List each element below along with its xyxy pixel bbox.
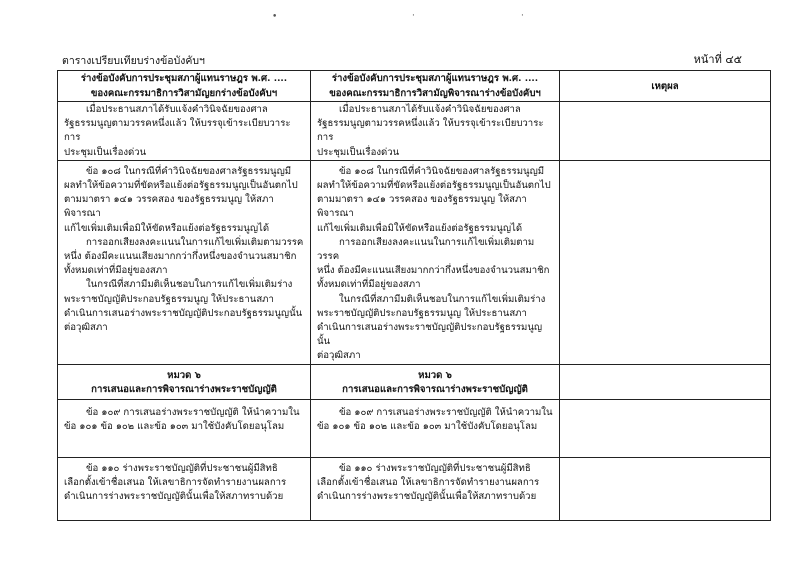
table-row: [58, 457, 771, 520]
text-line: ผลทำให้ข้อความที่ขัดหรือแย้งต่อรัฐธรรมนูญเป็นอันตกไป: [64, 180, 298, 192]
text-line: พระราชบัญญัติประกอบรัฐธรรมนูญ ให้ประธานสภา: [317, 307, 527, 319]
table-row: [58, 160, 771, 364]
text-line: ดำเนินการเสนอร่างพระราชบัญญัติประกอบรัฐธรรมนูญนั้น: [317, 322, 543, 348]
cell-reason: [560, 160, 771, 364]
cell-drafting: [58, 457, 311, 520]
cell-reason: [560, 364, 771, 399]
text-line: ต่อวุฒิสภา: [317, 350, 361, 362]
text-line: ข้อ ๑๐๙ การเสนอร่างพระราชบัญญัติ ให้นำความใน: [86, 406, 300, 418]
text-line: การออกเสียงลงคะแนนในการแก้ไขเพิ่มเติมตามวรรค: [317, 236, 535, 263]
text-line: แก้ไขเพิ่มเติมเพื่อมิให้ขัดหรือแย้งต่อรัฐธรรมนูญได้: [317, 222, 523, 234]
text-line: ทั้งหมดเท่าที่มีอยู่ของสภา: [317, 279, 421, 291]
text-line: ในกรณีที่สภามีมติเห็นชอบในการแก้ไขเพิ่มเติมร่าง: [339, 293, 546, 305]
text-line: ดำเนินการเสนอร่างพระราชบัญญัติประกอบรัฐธรรมนูญนั้น: [64, 307, 303, 319]
scan-speck: ·: [412, 11, 415, 21]
cell-review: [311, 160, 560, 364]
text-line: หนึ่ง ต้องมีคะแนนเสียงมากกว่ากึ่งหนึ่งของจำนวนสมาชิก: [64, 251, 297, 263]
column-header-review-committee: [311, 71, 560, 102]
text-line: รัฐธรรมนูญตามวรรคหนึ่งแล้ว ให้บรรจุเข้าระเบียบวาระการ: [317, 118, 544, 144]
table-row: [58, 399, 771, 457]
text-line: ประชุมเป็นเรื่องด่วน: [64, 146, 147, 158]
text-line: รัฐธรรมนูญตามวรรคหนึ่งแล้ว ให้บรรจุเข้าระเบียบวาระการ: [64, 118, 291, 144]
chapter-title: การเสนอและการพิจารณาร่างพระราชบัญญัติ: [91, 383, 277, 395]
text-line: เลือกตั้งเข้าชื่อเสนอ ให้เลขาธิการจัดทำรายงานผลการ: [317, 476, 540, 488]
text-line: หนึ่ง ต้องมีคะแนนเสียงมากกว่ากึ่งหนึ่งของจำนวนสมาชิก: [317, 265, 550, 277]
scan-speck: •: [272, 12, 278, 22]
comparison-table: [57, 70, 771, 521]
text-line: ข้อ ๑๐๘ ในกรณีที่คำวินิจฉัยของศาลรัฐธรรมนูญมี: [339, 165, 545, 177]
cell-reason: [560, 399, 771, 457]
page-number: หน้าที่ ๔๕: [693, 53, 742, 66]
text-line: ประชุมเป็นเรื่องด่วน: [317, 146, 400, 158]
cell-review: [311, 399, 560, 457]
cell-review: [311, 457, 560, 520]
text-line: ข้อ ๑๐๑ ข้อ ๑๐๒ และข้อ ๑๐๓ มาใช้บังคับโดยอนุโลม: [317, 420, 538, 432]
table-header-row: [58, 71, 771, 102]
text-line: ตามมาตรา ๑๔๑ วรรคสอง ของรัฐธรรมนูญ ให้สภาพิจารณา: [317, 194, 527, 220]
column-header-reason: [560, 71, 771, 102]
header-line: ของคณะกรรมาธิการวิสามัญยกร่างข้อบังคับฯ: [90, 88, 278, 99]
cell-drafting: [58, 364, 311, 399]
text-line: ในกรณีที่สภามีมติเห็นชอบในการแก้ไขเพิ่มเติมร่าง: [86, 279, 293, 291]
header-line: เหตุผล: [651, 80, 679, 92]
cell-reason: [560, 102, 771, 161]
header-line: ร่างข้อบังคับการประชุมสภาผู้แทนราษฎร พ.ศ. ....: [80, 73, 288, 84]
text-line: ข้อ ๑๑๐ ร่างพระราชบัญญัติที่ประชาชนผู้มีสิทธิ: [339, 462, 531, 474]
text-line: ผลทำให้ข้อความที่ขัดหรือแย้งต่อรัฐธรรมนูญเป็นอันตกไป: [317, 180, 551, 192]
text-line: ต่อวุฒิสภา: [64, 322, 108, 334]
text-line: ทั้งหมดเท่าที่มีอยู่ของสภา: [64, 265, 168, 277]
cell-drafting: [58, 399, 311, 457]
header-line: ร่างข้อบังคับการประชุมสภาผู้แทนราษฎร พ.ศ. ....: [331, 73, 539, 84]
text-line: ดำเนินการร่างพระราชบัญญัตินั้นเพื่อให้สภาทราบด้วย: [317, 491, 537, 503]
header-line: ของคณะกรรมาธิการวิสามัญพิจารณาร่างข้อบังคับฯ: [329, 88, 541, 99]
chapter-number: หมวด ๖: [418, 369, 452, 381]
text-line: ตามมาตรา ๑๔๑ วรรคสอง ของรัฐธรรมนูญ ให้สภาพิจารณา: [64, 194, 274, 220]
text-line: ข้อ ๑๑๐ ร่างพระราชบัญญัติที่ประชาชนผู้มีสิทธิ: [86, 462, 278, 474]
text-line: แก้ไขเพิ่มเติมเพื่อมิให้ขัดหรือแย้งต่อรัฐธรรมนูญได้: [64, 222, 270, 234]
scan-speck: ·: [521, 11, 524, 21]
text-line: ดำเนินการร่างพระราชบัญญัตินั้นเพื่อให้สภาทราบด้วย: [64, 491, 284, 503]
text-line: ข้อ ๑๐๘ ในกรณีที่คำวินิจฉัยของศาลรัฐธรรมนูญมี: [86, 165, 292, 177]
text-line: ข้อ ๑๐๙ การเสนอร่างพระราชบัญญัติ ให้นำความใน: [339, 406, 553, 418]
text-line: พระราชบัญญัติประกอบรัฐธรรมนูญ ให้ประธานสภา: [64, 293, 274, 305]
text-line: เมื่อประธานสภาได้รับแจ้งคำวินิจฉัยของศาล: [339, 104, 521, 115]
column-header-drafting-committee: [58, 71, 311, 102]
chapter-title: การเสนอและการพิจารณาร่างพระราชบัญญัติ: [342, 383, 528, 395]
text-line: เลือกตั้งเข้าชื่อเสนอ ให้เลขาธิการจัดทำรายงานผลการ: [64, 476, 287, 488]
cell-drafting: [58, 102, 311, 161]
cell-review: [311, 364, 560, 399]
chapter-number: หมวด ๖: [167, 369, 201, 381]
table-row: [58, 102, 771, 161]
cell-drafting: [58, 160, 311, 364]
document-title: ตารางเปรียบเทียบร่างข้อบังคับฯ: [62, 55, 205, 67]
text-line: เมื่อประธานสภาได้รับแจ้งคำวินิจฉัยของศาล: [86, 104, 268, 115]
cell-review: [311, 102, 560, 161]
table-row: [58, 364, 771, 399]
text-line: ข้อ ๑๐๑ ข้อ ๑๐๒ และข้อ ๑๐๓ มาใช้บังคับโดยอนุโลม: [64, 420, 285, 432]
text-line: การออกเสียงลงคะแนนในการแก้ไขเพิ่มเติมตามวรรค: [86, 236, 304, 248]
cell-reason: [560, 457, 771, 520]
